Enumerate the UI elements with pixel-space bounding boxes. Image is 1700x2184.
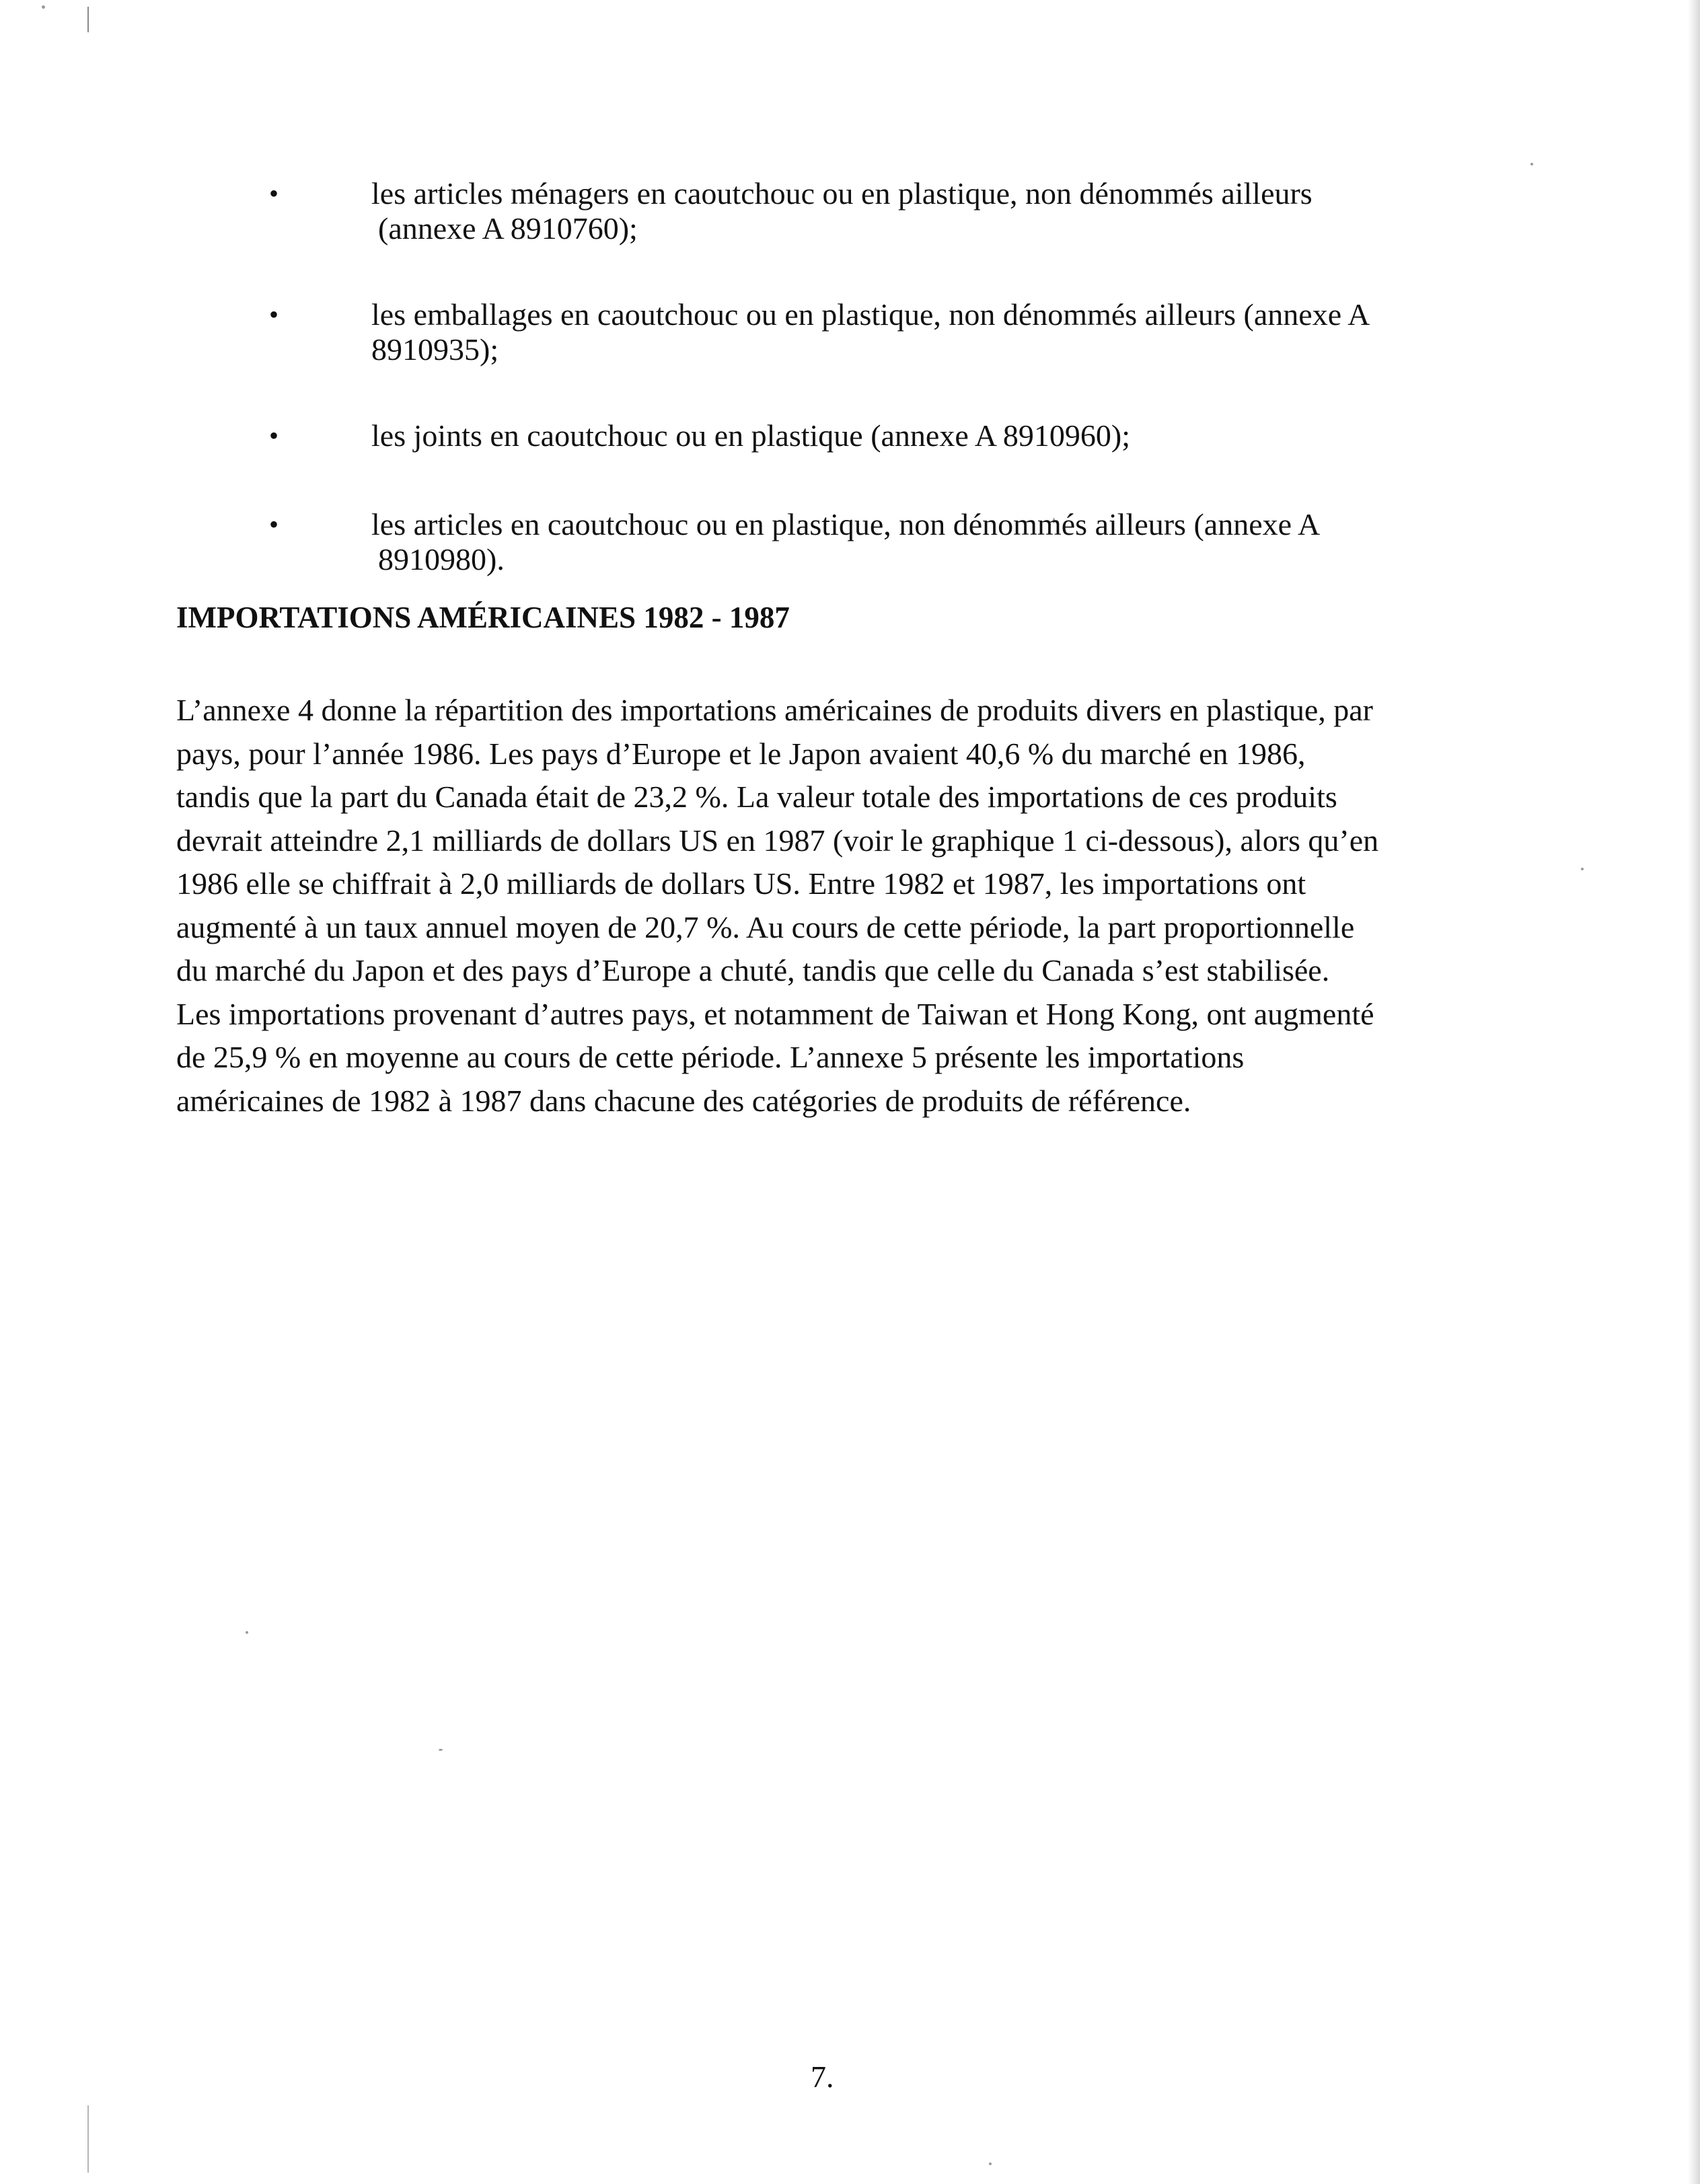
page-number: 7. xyxy=(811,2060,834,2094)
bullet-item xyxy=(269,418,1520,453)
bullet-line: les emballages en caoutchouc ou en plastique, non dénommés ailleurs (annexe A xyxy=(371,297,1370,332)
bullet-text xyxy=(371,507,1515,577)
bullet-icon: • xyxy=(269,509,279,539)
scan-speck xyxy=(989,2162,992,2165)
bullet-line: (annexe A 8910760); xyxy=(378,211,638,246)
bullet-icon: • xyxy=(269,420,279,451)
scan-speck xyxy=(246,1631,248,1634)
paragraph-line: pays, pour l’année 1986. Les pays d’Europe et le Japon avaient 40,6 % du marché en 1986, xyxy=(176,736,1306,771)
paragraph-line: du marché du Japon et des pays d’Europe a chuté, tandis que celle du Canada s’est stabilisée. xyxy=(176,953,1330,987)
paragraph-line: augmenté à un taux annuel moyen de 20,7 %. Au cours de cette période, la part proportionnelle xyxy=(176,909,1355,944)
scan-shadow-edge xyxy=(1688,0,1700,2184)
bullet-text xyxy=(371,297,1515,367)
product-bullet-list xyxy=(269,176,1520,628)
bullet-line: les articles ménagers en caoutchouc ou en plastique, non dénommés ailleurs xyxy=(371,176,1313,211)
body-paragraph xyxy=(176,689,1535,1123)
scan-mark-bottom xyxy=(87,2105,89,2173)
scan-mark-top xyxy=(87,7,89,32)
bullet-line: les joints en caoutchouc ou en plastique (annexe A 8910960); xyxy=(371,418,1131,453)
bullet-line: les articles en caoutchouc ou en plastique, non dénommés ailleurs (annexe A xyxy=(371,507,1321,541)
section-heading: IMPORTATIONS AMÉRICAINES 1982 - 1987 xyxy=(176,601,790,634)
scan-speck xyxy=(1530,163,1533,165)
bullet-item xyxy=(269,176,1520,246)
bullet-item xyxy=(269,297,1520,367)
paragraph-line: L’annexe 4 donne la répartition des importations américaines de produits divers en plastique, par xyxy=(176,693,1373,727)
bullet-line: 8910980). xyxy=(378,542,505,576)
bullet-text xyxy=(371,418,1515,453)
paragraph-line: 1986 elle se chiffrait à 2,0 milliards de dollars US. Entre 1982 et 1987, les importations ont xyxy=(176,866,1306,901)
paragraph-line: tandis que la part du Canada était de 23,2 %. La valeur totale des importations de ces produits xyxy=(176,780,1337,814)
paragraph-line: de 25,9 % en moyenne au cours de cette période. L’annexe 5 présente les importations xyxy=(176,1040,1245,1074)
bullet-line: 8910935); xyxy=(371,332,499,367)
scan-speck xyxy=(439,1749,443,1751)
bullet-icon: • xyxy=(269,299,279,330)
paragraph-line: américaines de 1982 à 1987 dans chacune des catégories de produits de référence. xyxy=(176,1083,1191,1118)
bullet-icon: • xyxy=(269,178,279,209)
scan-speck xyxy=(42,5,45,9)
paragraph-line: Les importations provenant d’autres pays, et notamment de Taiwan et Hong Kong, ont augmenté xyxy=(176,996,1374,1031)
bullet-text xyxy=(371,176,1515,246)
scan-speck xyxy=(1581,868,1584,870)
paragraph-line: devrait atteindre 2,1 milliards de dollars US en 1987 (voir le graphique 1 ci-dessous), alors qu’en xyxy=(176,823,1379,858)
bullet-item xyxy=(269,507,1520,577)
